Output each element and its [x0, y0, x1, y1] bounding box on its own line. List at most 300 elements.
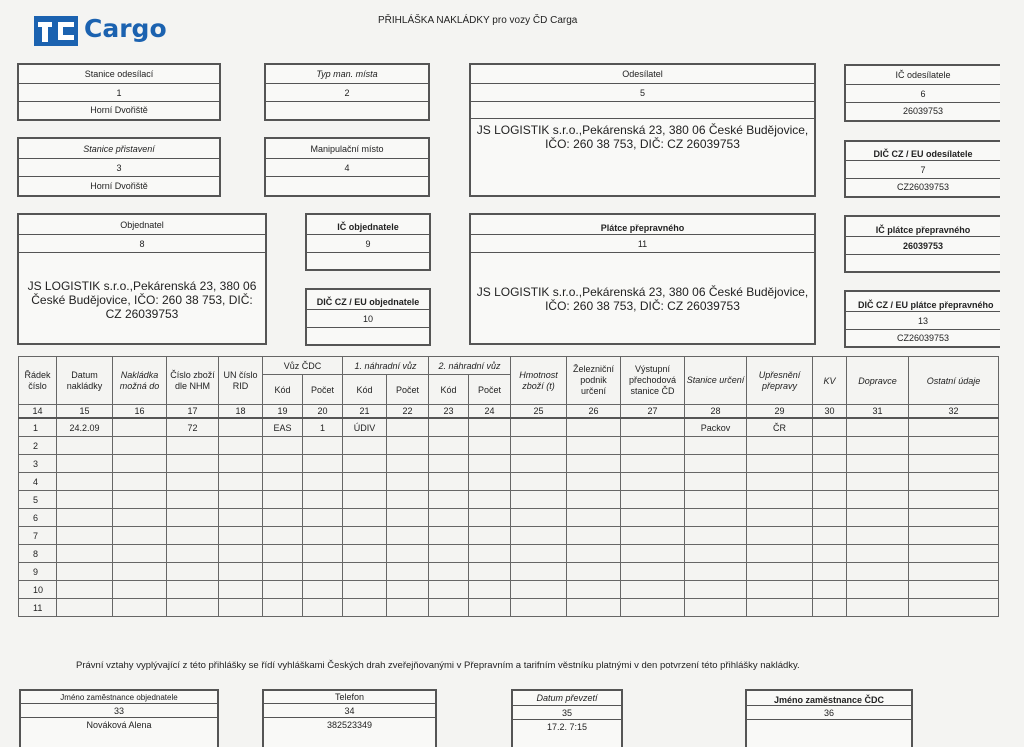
column-number: 21	[343, 405, 387, 419]
table-cell[interactable]	[747, 509, 813, 527]
table-cell[interactable]	[847, 545, 909, 563]
table-cell[interactable]	[263, 527, 303, 545]
table-cell[interactable]	[567, 455, 621, 473]
table-cell[interactable]	[813, 599, 847, 617]
field-telefon[interactable]	[262, 689, 437, 747]
row-number: 5	[19, 491, 57, 509]
table-cell[interactable]	[219, 545, 263, 563]
table-cell[interactable]	[57, 545, 113, 563]
field-ic-objednatele[interactable]	[305, 213, 431, 271]
field-label: Jméno zaměstnance objednatele	[21, 691, 217, 704]
col-vuz-cdc: Vůz ČDC	[263, 357, 343, 375]
table-cell[interactable]	[219, 437, 263, 455]
table-cell[interactable]	[511, 437, 567, 455]
table-cell[interactable]	[387, 581, 429, 599]
table-cell[interactable]	[167, 509, 219, 527]
column-number: 15	[57, 405, 113, 419]
table-cell[interactable]	[621, 491, 685, 509]
table-cell[interactable]	[511, 563, 567, 581]
table-cell[interactable]	[303, 599, 343, 617]
legal-notice: Právní vztahy vyplývající z této přihlášky se řídí vyhláškami Českých drah zveřejňovanými v Přepravním a tarifním věstníku platnými v den potvrzení této přihlášky nakládky.	[76, 660, 800, 671]
col-cislo-zbozi: Číslo zboží dle NHM	[167, 357, 219, 405]
table-cell[interactable]	[303, 509, 343, 527]
col-pocet: Počet	[387, 375, 429, 405]
field-value: JS LOGISTIK s.r.o.,Pekárenská 23, 380 06 České Budějovice, IČO: 260 38 753, DIČ: CZ 26039753	[476, 285, 809, 313]
table-body	[19, 418, 999, 617]
table-cell[interactable]	[387, 491, 429, 509]
table-cell[interactable]	[813, 509, 847, 527]
field-number: 13	[846, 312, 1000, 330]
table-cell[interactable]	[57, 437, 113, 455]
table-cell[interactable]	[511, 581, 567, 599]
table-cell[interactable]	[57, 455, 113, 473]
field-odesilatel[interactable]	[469, 63, 816, 197]
table-cell[interactable]	[685, 563, 747, 581]
field-label: Manipulační místo	[266, 139, 428, 159]
table-cell[interactable]	[685, 509, 747, 527]
table-cell[interactable]	[621, 455, 685, 473]
table-row	[19, 437, 999, 455]
col-kod: Kód	[343, 375, 387, 405]
col-upresneni: Upřesnění přepravy	[747, 357, 813, 405]
row-number: 6	[19, 509, 57, 527]
field-datum-prevzeti[interactable]	[511, 689, 623, 747]
table-cell[interactable]	[747, 563, 813, 581]
field-label: IČ odesílatele	[846, 66, 1000, 85]
table-cell[interactable]	[813, 437, 847, 455]
table-cell[interactable]	[303, 563, 343, 581]
table-cell[interactable]	[219, 527, 263, 545]
table-cell[interactable]	[909, 473, 999, 491]
table-cell[interactable]	[387, 455, 429, 473]
field-number: 4	[266, 159, 428, 177]
table-cell[interactable]	[219, 491, 263, 509]
table-cell[interactable]	[57, 581, 113, 599]
field-label: DIČ CZ / EU plátce přepravného	[846, 292, 1000, 312]
table-row	[19, 599, 999, 617]
field-zamestnanec-objednatele[interactable]	[19, 689, 219, 747]
table-cell[interactable]	[167, 455, 219, 473]
table-cell[interactable]: EAS	[263, 418, 303, 437]
table-cell[interactable]	[469, 527, 511, 545]
table-cell[interactable]	[263, 473, 303, 491]
field-label: DIČ CZ / EU objednatele	[307, 290, 429, 310]
table-cell[interactable]	[303, 437, 343, 455]
table-cell[interactable]	[113, 581, 167, 599]
table-cell[interactable]	[167, 491, 219, 509]
table-cell[interactable]	[113, 545, 167, 563]
row-number: 3	[19, 455, 57, 473]
row-number: 9	[19, 563, 57, 581]
table-cell[interactable]	[113, 527, 167, 545]
field-value	[747, 720, 911, 735]
table-row	[19, 527, 999, 545]
col-zel-podnik: Železniční podnik určení	[567, 357, 621, 405]
field-number: 3	[19, 159, 219, 177]
field-dic-objednatele[interactable]	[305, 288, 431, 346]
column-number: 23	[429, 405, 469, 419]
table-cell[interactable]	[343, 545, 387, 563]
table-cell[interactable]	[387, 563, 429, 581]
column-number: 32	[909, 405, 999, 419]
logo-text: Cargo	[84, 14, 167, 43]
field-manipulacni-misto[interactable]	[264, 137, 430, 197]
table-cell[interactable]	[57, 491, 113, 509]
table-cell[interactable]	[567, 491, 621, 509]
table-cell[interactable]	[567, 418, 621, 437]
table-cell[interactable]	[343, 599, 387, 617]
table-cell[interactable]	[343, 491, 387, 509]
table-cell[interactable]	[747, 599, 813, 617]
field-number: 7	[846, 161, 1000, 179]
table-cell[interactable]	[813, 527, 847, 545]
table-cell[interactable]	[469, 455, 511, 473]
table-cell[interactable]	[219, 509, 263, 527]
table-cell[interactable]	[847, 473, 909, 491]
table-cell[interactable]	[263, 491, 303, 509]
table-cell[interactable]	[567, 473, 621, 491]
column-number: 28	[685, 405, 747, 419]
table-cell[interactable]	[621, 437, 685, 455]
table-cell[interactable]	[303, 581, 343, 599]
table-cell[interactable]	[567, 581, 621, 599]
table-cell[interactable]	[747, 491, 813, 509]
table-cell[interactable]	[567, 599, 621, 617]
field-label: Stanice přistavení	[19, 139, 219, 159]
row-number: 8	[19, 545, 57, 563]
field-number: 33	[21, 704, 217, 718]
table-cell[interactable]	[429, 599, 469, 617]
field-dic-odesilatele[interactable]	[844, 140, 1000, 198]
column-number: 31	[847, 405, 909, 419]
table-cell[interactable]	[469, 437, 511, 455]
column-number-row	[19, 405, 999, 419]
table-cell[interactable]	[167, 527, 219, 545]
table-cell[interactable]	[685, 455, 747, 473]
table-cell[interactable]	[847, 581, 909, 599]
column-number: 27	[621, 405, 685, 419]
table-cell[interactable]	[263, 563, 303, 581]
table-cell[interactable]	[567, 437, 621, 455]
table-cell[interactable]	[909, 545, 999, 563]
column-number: 18	[219, 405, 263, 419]
field-stanice-pristaveni[interactable]	[17, 137, 221, 197]
table-row	[19, 491, 999, 509]
table-cell[interactable]	[113, 563, 167, 581]
table-cell[interactable]	[511, 527, 567, 545]
table-cell[interactable]	[429, 527, 469, 545]
table-cell[interactable]	[387, 509, 429, 527]
col-kod: Kód	[429, 375, 469, 405]
table-cell[interactable]	[113, 599, 167, 617]
table-cell[interactable]: ÚDIV	[343, 418, 387, 437]
table-cell[interactable]	[263, 455, 303, 473]
table-cell[interactable]	[511, 491, 567, 509]
table-cell[interactable]	[429, 491, 469, 509]
table-cell[interactable]	[387, 473, 429, 491]
table-cell[interactable]	[909, 581, 999, 599]
table-cell[interactable]	[429, 473, 469, 491]
table-cell[interactable]	[511, 599, 567, 617]
field-value: 26039753	[902, 106, 944, 116]
table-cell[interactable]	[813, 563, 847, 581]
table-cell[interactable]	[57, 527, 113, 545]
table-cell[interactable]	[343, 437, 387, 455]
row-number: 4	[19, 473, 57, 491]
field-number: 36	[747, 706, 911, 720]
table-cell[interactable]	[303, 473, 343, 491]
table-cell[interactable]	[303, 491, 343, 509]
table-cell[interactable]	[429, 581, 469, 599]
table-cell[interactable]	[113, 437, 167, 455]
table-cell[interactable]	[847, 418, 909, 437]
col-pocet: Počet	[303, 375, 343, 405]
table-cell[interactable]	[57, 563, 113, 581]
table-cell[interactable]	[113, 491, 167, 509]
table-cell[interactable]	[909, 527, 999, 545]
table-cell[interactable]	[429, 418, 469, 437]
field-value: 382523349	[326, 720, 373, 730]
table-cell[interactable]	[469, 545, 511, 563]
field-value	[266, 177, 428, 195]
field-platce-prepravneho[interactable]	[469, 213, 816, 345]
table-cell[interactable]	[219, 455, 263, 473]
col-kod: Kód	[263, 375, 303, 405]
table-cell[interactable]	[57, 473, 113, 491]
column-number: 30	[813, 405, 847, 419]
form-title: PŘIHLÁŠKA NAKLÁDKY pro vozy ČD Carga	[378, 15, 578, 26]
table-cell[interactable]	[219, 563, 263, 581]
field-label: Telefon	[264, 691, 435, 704]
table-cell[interactable]	[387, 437, 429, 455]
field-label: Typ man. místa	[266, 65, 428, 84]
table-cell[interactable]	[263, 581, 303, 599]
table-cell[interactable]	[167, 473, 219, 491]
table-cell[interactable]	[685, 527, 747, 545]
field-stanice-odesilaci[interactable]	[17, 63, 221, 121]
table-cell[interactable]	[303, 545, 343, 563]
table-cell[interactable]	[387, 599, 429, 617]
table-cell[interactable]	[219, 418, 263, 437]
table-cell[interactable]	[685, 491, 747, 509]
table-cell[interactable]	[685, 581, 747, 599]
field-dic-platce[interactable]	[844, 290, 1000, 348]
field-value: Nováková Alena	[86, 720, 152, 730]
col-hmotnost: Hmotnost zboží (t)	[511, 357, 567, 405]
table-cell[interactable]	[567, 509, 621, 527]
table-row	[19, 563, 999, 581]
table-cell[interactable]	[847, 563, 909, 581]
table-cell[interactable]	[909, 455, 999, 473]
table-cell[interactable]	[621, 473, 685, 491]
table-cell[interactable]	[621, 545, 685, 563]
table-cell[interactable]	[469, 509, 511, 527]
table-cell[interactable]	[387, 527, 429, 545]
table-cell[interactable]	[387, 418, 429, 437]
table-cell[interactable]: 72	[167, 418, 219, 437]
cd-logo-icon	[34, 16, 78, 46]
table-cell[interactable]	[219, 599, 263, 617]
table-cell[interactable]	[511, 418, 567, 437]
table-cell[interactable]: 1	[303, 418, 343, 437]
field-value	[307, 253, 429, 269]
table-cell[interactable]	[567, 563, 621, 581]
field-number: 8	[19, 235, 265, 253]
table-cell[interactable]	[909, 491, 999, 509]
table-cell[interactable]	[303, 527, 343, 545]
table-cell[interactable]	[113, 473, 167, 491]
field-number: 9	[307, 235, 429, 253]
table-cell[interactable]	[813, 491, 847, 509]
table-cell[interactable]	[567, 545, 621, 563]
table-cell[interactable]	[57, 509, 113, 527]
col-datum: Datum nakládky	[57, 357, 113, 405]
table-cell[interactable]	[847, 509, 909, 527]
table-cell[interactable]	[685, 437, 747, 455]
table-cell[interactable]	[167, 581, 219, 599]
column-number: 19	[263, 405, 303, 419]
table-cell[interactable]	[685, 545, 747, 563]
table-cell[interactable]	[167, 563, 219, 581]
table-cell[interactable]	[113, 509, 167, 527]
table-cell[interactable]	[469, 581, 511, 599]
table-cell[interactable]	[909, 599, 999, 617]
consignment-table	[18, 356, 999, 617]
table-cell[interactable]	[343, 581, 387, 599]
table-cell[interactable]	[621, 527, 685, 545]
col-radek: Řádek číslo	[19, 357, 57, 405]
table-cell[interactable]	[813, 455, 847, 473]
field-value: CZ26039753	[896, 182, 950, 192]
column-number: 24	[469, 405, 511, 419]
table-cell[interactable]	[511, 455, 567, 473]
table-cell[interactable]	[219, 581, 263, 599]
field-ic-platce[interactable]	[844, 215, 1000, 273]
table-cell[interactable]	[387, 545, 429, 563]
table-cell[interactable]	[57, 599, 113, 617]
table-cell[interactable]	[847, 527, 909, 545]
column-number: 16	[113, 405, 167, 419]
table-cell[interactable]	[429, 509, 469, 527]
table-cell[interactable]	[909, 563, 999, 581]
table-cell[interactable]	[621, 563, 685, 581]
field-number: 34	[264, 704, 435, 718]
field-value	[307, 328, 429, 344]
table-cell[interactable]	[343, 473, 387, 491]
table-cell[interactable]	[343, 527, 387, 545]
field-label: IČ objednatele	[307, 215, 429, 235]
table-cell[interactable]	[813, 581, 847, 599]
table-cell[interactable]	[167, 599, 219, 617]
table-cell[interactable]	[847, 455, 909, 473]
table-cell[interactable]	[219, 473, 263, 491]
table-cell[interactable]: Packov	[685, 418, 747, 437]
table-cell[interactable]	[343, 455, 387, 473]
table-cell[interactable]	[469, 563, 511, 581]
column-number: 25	[511, 405, 567, 419]
table-cell[interactable]	[429, 455, 469, 473]
table-cell[interactable]	[747, 437, 813, 455]
table-cell[interactable]	[263, 509, 303, 527]
table-cell[interactable]	[511, 509, 567, 527]
field-label: Datum převzetí	[513, 691, 621, 706]
table-cell[interactable]	[813, 473, 847, 491]
table-cell[interactable]	[113, 455, 167, 473]
cd-cargo-logo	[34, 14, 167, 48]
field-ic-odesilatele[interactable]	[844, 64, 1000, 122]
table-cell[interactable]	[685, 473, 747, 491]
column-number: 22	[387, 405, 429, 419]
table-cell[interactable]	[747, 581, 813, 599]
table-cell[interactable]	[511, 545, 567, 563]
table-cell[interactable]	[263, 545, 303, 563]
table-cell[interactable]	[263, 599, 303, 617]
table-cell[interactable]	[511, 473, 567, 491]
table-cell[interactable]	[747, 545, 813, 563]
table-cell[interactable]	[813, 545, 847, 563]
table-cell[interactable]	[747, 455, 813, 473]
table-cell[interactable]	[621, 599, 685, 617]
table-cell[interactable]	[847, 437, 909, 455]
field-value: Horní Dvořiště	[90, 105, 148, 115]
field-number: 2	[266, 84, 428, 102]
row-number: 11	[19, 599, 57, 617]
table-cell[interactable]	[167, 437, 219, 455]
table-cell[interactable]	[813, 418, 847, 437]
table-cell[interactable]	[469, 418, 511, 437]
table-cell[interactable]	[343, 563, 387, 581]
table-cell[interactable]	[747, 527, 813, 545]
table-cell[interactable]	[167, 545, 219, 563]
field-objednatel[interactable]	[17, 213, 267, 345]
field-value: 17.2. 7:15	[546, 722, 588, 732]
field-value: JS LOGISTIK s.r.o.,Pekárenská 23, 380 06 České Budějovice, IČO: 260 38 753, DIČ: CZ 26039753	[476, 123, 809, 151]
column-number: 29	[747, 405, 813, 419]
table-cell[interactable]	[621, 581, 685, 599]
table-cell[interactable]	[909, 509, 999, 527]
table-cell[interactable]	[113, 418, 167, 437]
table-cell[interactable]	[469, 599, 511, 617]
table-row	[19, 545, 999, 563]
table-cell[interactable]	[909, 418, 999, 437]
table-cell[interactable]	[847, 491, 909, 509]
table-cell[interactable]	[621, 418, 685, 437]
table-cell[interactable]	[469, 491, 511, 509]
table-cell[interactable]	[343, 509, 387, 527]
column-number: 17	[167, 405, 219, 419]
table-cell[interactable]	[909, 437, 999, 455]
field-zamestnanec-cdc[interactable]	[745, 689, 913, 747]
table-cell[interactable]	[263, 437, 303, 455]
table-cell[interactable]	[567, 527, 621, 545]
table-cell[interactable]	[469, 473, 511, 491]
table-cell[interactable]	[621, 509, 685, 527]
table-cell[interactable]: 24.2.09	[57, 418, 113, 437]
col-nakladka: Nakládka možná do	[113, 357, 167, 405]
field-typ-man-mista[interactable]	[264, 63, 430, 121]
table-cell[interactable]	[303, 455, 343, 473]
table-cell[interactable]	[847, 599, 909, 617]
table-cell[interactable]	[747, 473, 813, 491]
table-cell[interactable]	[429, 437, 469, 455]
table-cell[interactable]	[429, 563, 469, 581]
table-cell[interactable]	[429, 545, 469, 563]
table-cell[interactable]: ČR	[747, 418, 813, 437]
column-number: 20	[303, 405, 343, 419]
table-cell[interactable]	[685, 599, 747, 617]
field-label: Objednatel	[19, 215, 265, 235]
field-value: 26039753	[846, 237, 1000, 255]
